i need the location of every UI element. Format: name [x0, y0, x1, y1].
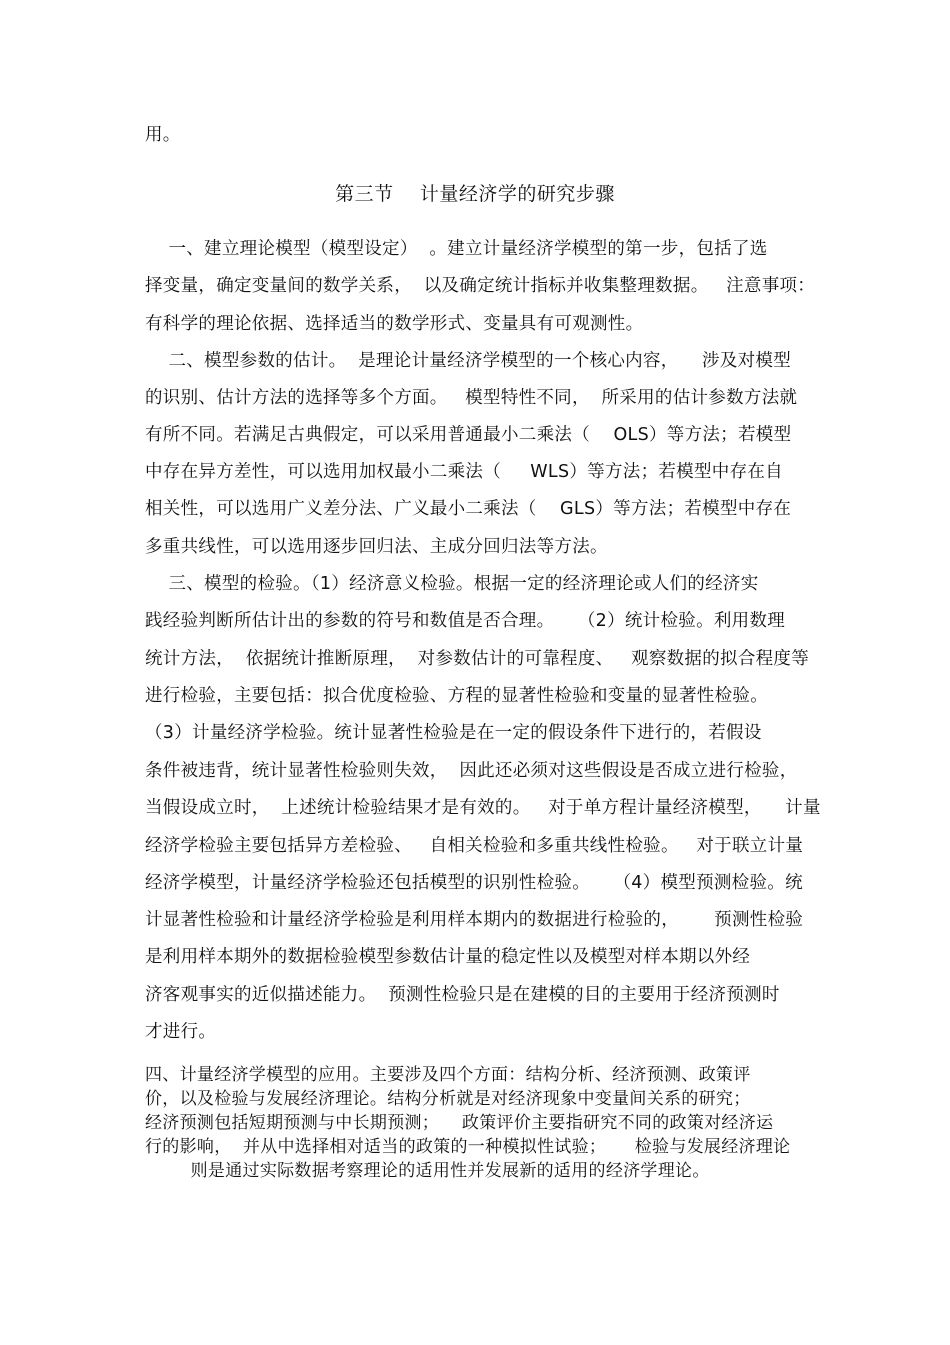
- paragraph-3-line-5: （3）计量经济学检验。统计显著性检验是在一定的假设条件下进行的，若假设: [145, 723, 762, 743]
- paragraph-3-line-2: 践经验判断所估计出的参数的符号和数值是否合理。 （2）统计检验。利用数理: [145, 611, 786, 631]
- paragraph-3-line-1: 三、模型的检验。（1）经济意义检验。根据一定的经济理论或人们的经济实: [145, 574, 759, 594]
- section-title: 第三节 计量经济学的研究步骤: [335, 183, 615, 205]
- paragraph-3-line-13: 才进行。: [145, 1022, 217, 1042]
- paragraph-3-line-8: 经济学检验主要包括异方差检验、 自相关检验和多重共线性检验。 对于联立计量: [145, 836, 804, 856]
- paragraph-3-line-9: 经济学模型，计量经济学检验还包括模型的识别性检验。 （4）模型预测检验。统: [145, 873, 803, 893]
- paragraph-4-line-5: 则是通过实际数据考察理论的适用性并发展新的适用的经济学理论。: [145, 1161, 710, 1181]
- paragraph-4-line-2: 价，以及检验与发展经济理论。结构分析就是对经济现象中变量间关系的研究；: [145, 1089, 751, 1109]
- paragraph-3-line-11: 是利用样本期外的数据检验模型参数估计量的稳定性以及模型对样本期以外经: [145, 947, 751, 967]
- paragraph-3-line-10: 计显著性检验和计量经济学检验是利用样本期内的数据进行检验的， 预测性检验: [145, 910, 804, 930]
- paragraph-3-line-4: 进行检验，主要包括：拟合优度检验、方程的显著性检验和变量的显著性检验。: [145, 686, 768, 706]
- paragraph-4-line-1: 四、计量经济学模型的应用。主要涉及四个方面：结构分析、经济预测、政策评: [145, 1065, 751, 1085]
- paragraph-1-line-1: 一、建立理论模型（模型设定） 。建立计量经济学模型的第一步，包括了选: [145, 239, 768, 259]
- paragraph-2-line-1: 二、模型参数的估计。 是理论计量经济学模型的一个核心内容， 涉及对模型: [145, 351, 792, 371]
- paragraph-3-line-6: 条件被违背，统计显著性检验则失效， 因此还必须对这些假设是否成立进行检验，: [145, 761, 798, 781]
- paragraph-2-line-2: 的识别、估计方法的选择等多个方面。 模型特性不同， 所采用的估计参数方法就: [145, 388, 798, 408]
- paragraph-2-line-4: 中存在异方差性，可以选用加权最小二乘法（ WLS）等方法；若模型中存在自: [145, 462, 783, 482]
- top-fragment: 用。: [145, 125, 181, 145]
- paragraph-3-line-12: 济客观事实的近似描述能力。 预测性检验只是在建模的目的主要用于经济预测时: [145, 985, 780, 1005]
- paragraph-3-line-7: 当假设成立时， 上述统计检验结果才是有效的。 对于单方程计量经济模型， 计量: [145, 798, 821, 818]
- paragraph-4-line-4: 行的影响， 并从中选择相对适当的政策的一种模拟性试验； 检验与发展经济理论: [145, 1137, 791, 1157]
- paragraph-3-line-3: 统计方法， 依据统计推断原理， 对参数估计的可靠程度、 观察数据的拟合程度等: [145, 649, 810, 669]
- paragraph-2-line-5: 相关性，可以选用广义差分法、广义最小二乘法（ GLS）等方法；若模型中存在: [145, 499, 792, 519]
- paragraph-1-line-2: 择变量，确定变量间的数学关系， 以及确定统计指标并收集整理数据。 注意事项：: [145, 276, 816, 296]
- paragraph-2-line-6: 多重共线性，可以选用逐步回归法、主成分回归法等方法。: [145, 537, 608, 557]
- paragraph-1-line-3: 有科学的理论依据、选择适当的数学形式、变量具有可观测性。: [145, 314, 644, 334]
- paragraph-4-line-3: 经济预测包括短期预测与中长期预测； 政策评价主要指研究不同的政策对经济运: [145, 1113, 774, 1133]
- paragraph-2-line-3: 有所不同。若满足古典假定，可以采用普通最小二乘法（ OLS）等方法；若模型: [145, 425, 792, 445]
